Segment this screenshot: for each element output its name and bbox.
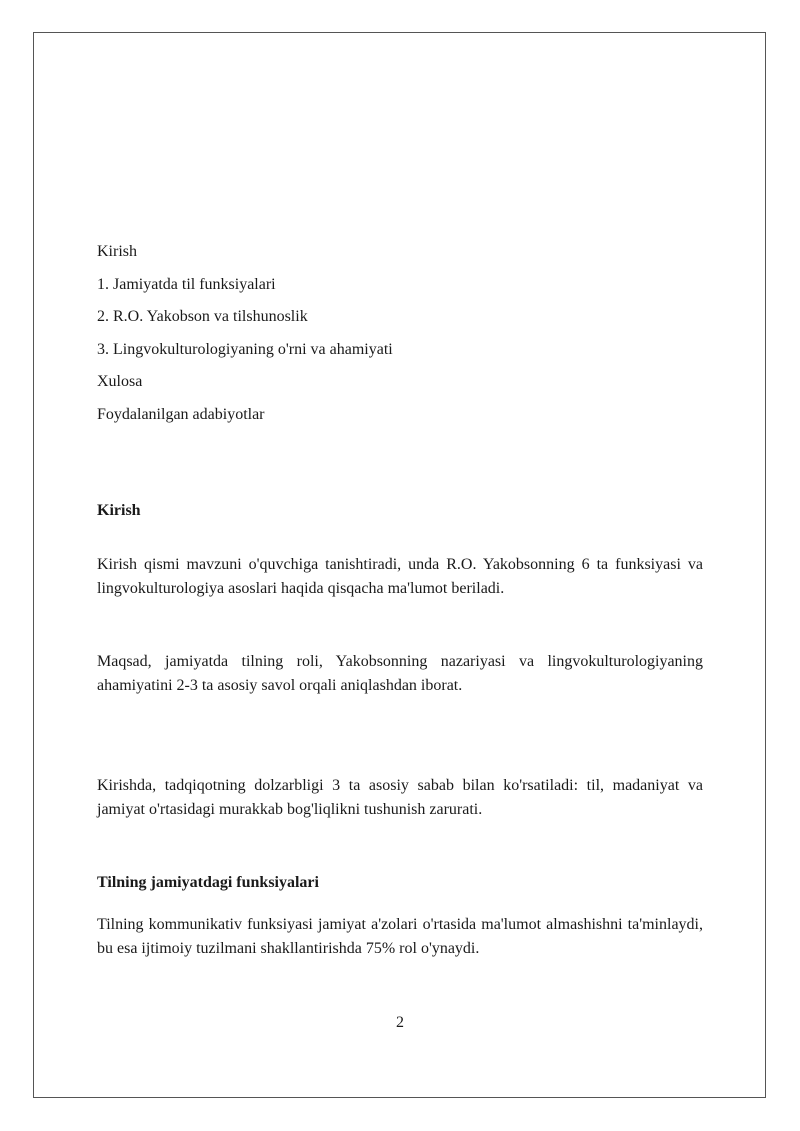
intro-paragraph-1: Kirish qismi mavzuni o'quvchiga tanishtiradi, unda R.O. Yakobsonning 6 ta funksiyasi va lingvokulturologiya asoslari haqida qisqacha ma'lumot beriladi.	[97, 556, 703, 597]
toc-item: 1. Jamiyatda til funksiyalari	[97, 275, 276, 293]
functions-paragraph-1: Tilning kommunikativ funksiyasi jamiyat a'zolari o'rtasida ma'lumot almashishni ta'minlaydi, bu esa ijtimoiy tuzilmani shakllantirishda 75% rol o'ynaydi.	[97, 916, 703, 957]
toc-item: 2. R.O. Yakobson va tilshunoslik	[97, 308, 308, 325]
toc-item: Foydalanilgan adabiyotlar	[97, 405, 265, 423]
intro-paragraph-3: Kirishda, tadqiqotning dolzarbligi 3 ta asosiy sabab bilan ko'rsatiladi: til, madaniyat va jamiyat o'rtasidagi murakkab bog'liqlikni tushunish zarurati.	[97, 777, 703, 818]
section-heading-functions: Tilning jamiyatdagi funksiyalari	[97, 874, 319, 891]
toc-item: Kirish	[97, 243, 137, 260]
toc-item: 3. Lingvokulturologiyaning o'rni va ahamiyati	[97, 340, 393, 358]
toc-item: Xulosa	[97, 373, 143, 390]
table-of-contents	[97, 240, 703, 435]
intro-paragraph-2: Maqsad, jamiyatda tilning roli, Yakobsonning nazariyasi va lingvokulturologiyaning ahamiyatini 2-3 ta asosiy savol orqali aniqlashdan iborat.	[97, 653, 703, 694]
section-heading-intro: Kirish	[97, 502, 141, 519]
page-number: 2	[396, 1014, 404, 1031]
